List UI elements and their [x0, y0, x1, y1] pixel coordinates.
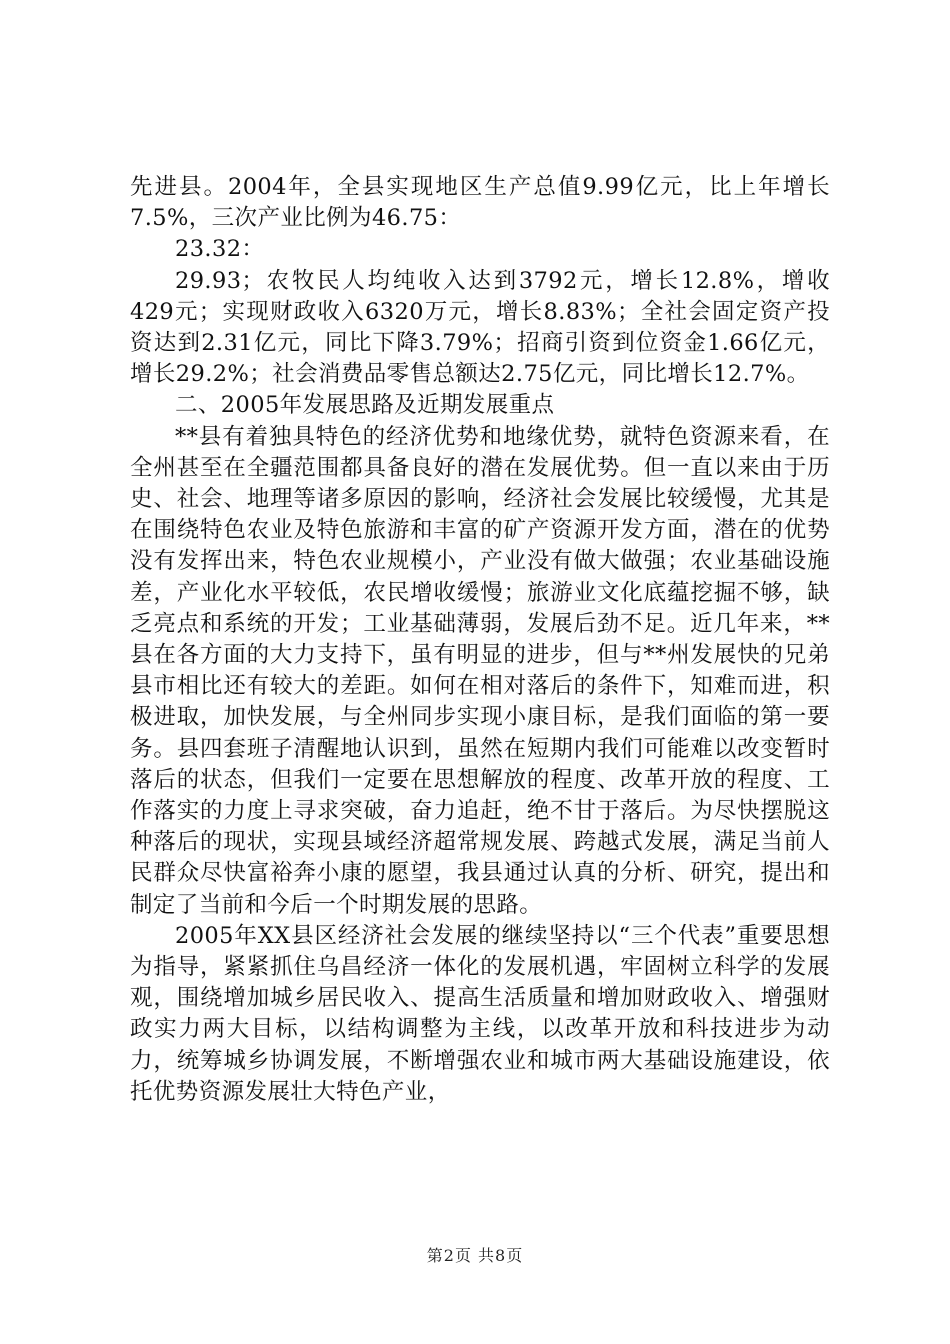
page-footer: 第2页 共8页 — [426, 1246, 524, 1265]
paragraph-ratio-part: 23.32： — [175, 236, 265, 263]
paragraph-statistics: 29.93；农牧民人均纯收入达到3792元，增长12.8%，增收429元；实现财政收入6320万元，增长8.83%；全社会固定资产投资达到2.31亿元，同比下降3.79%；招商引资到位资金1.66亿元，增长29.2%；社会消费品零售总额达2.75亿元，同比增长12.7%。 — [130, 267, 830, 388]
paragraph-development-analysis: **县有着独具特色的经济优势和地缘优势，就特色资源来看，在全州甚至在全疆范围都具备良好的潜在发展优势。但一直以来由于历史、社会、地理等诸多原因的影响，经济社会发展比较缓慢，尤其是在围绕特色农业及特色旅游和丰富的矿产资源开发方面，潜在的优势没有发挥出来，特色农业规模小，产业没有做大做强；农业基础设施差，产业化水平较低，农民增收缓慢；旅游业文化底蕴挖掘不够，缺乏亮点和系统的开发；工业基础薄弱，发展后劲不足。近几年来，**县在各方面的大力支持下，虽有明显的进步，但与**州发展快的兄弟县市相比还有较大的差距。如何在相对落后的条件下，知难而进，积极进取，加快发展，与全州同步实现小康目标，是我们面临的第一要务。县四套班子清醒地认识到，虽然在短期内我们可能难以改变暂时落后的状态，但我们一定要在思想解放的程度、改革开放的程度、工作落实的力度上寻求突破，奋力追赶，绝不甘于落后。为尽快摆脱这种落后的现状，实现县域经济超常规发展、跨越式发展，满足当前人民群众尽快富裕奔小康的愿望，我县通过认真的分析、研究，提出和制定了当前和今后一个时期发展的思路。 — [130, 423, 830, 918]
paragraph-continuation: 先进县。2004年，全县实现地区生产总值9.99亿元，比上年增长7.5%，三次产业比例为46.75： — [130, 174, 830, 232]
document-body — [130, 172, 830, 1108]
paragraph-2005-plan: 2005年XX县区经济社会发展的继续坚持以“三个代表”重要思想为指导，紧紧抓住乌昌经济一体化的发展机遇，牢固树立科学的发展观，围绕增加城乡居民收入、提高生活质量和增加财政收入、增强财政实力两大目标，以结构调整为主线，以改革开放和科技进步为动力，统筹城乡协调发展，不断增强农业和城市两大基础设施建设，依托优势资源发展壮大特色产业， — [130, 922, 830, 1105]
section-heading: 二、2005年发展思路及近期发展重点 — [175, 392, 555, 419]
